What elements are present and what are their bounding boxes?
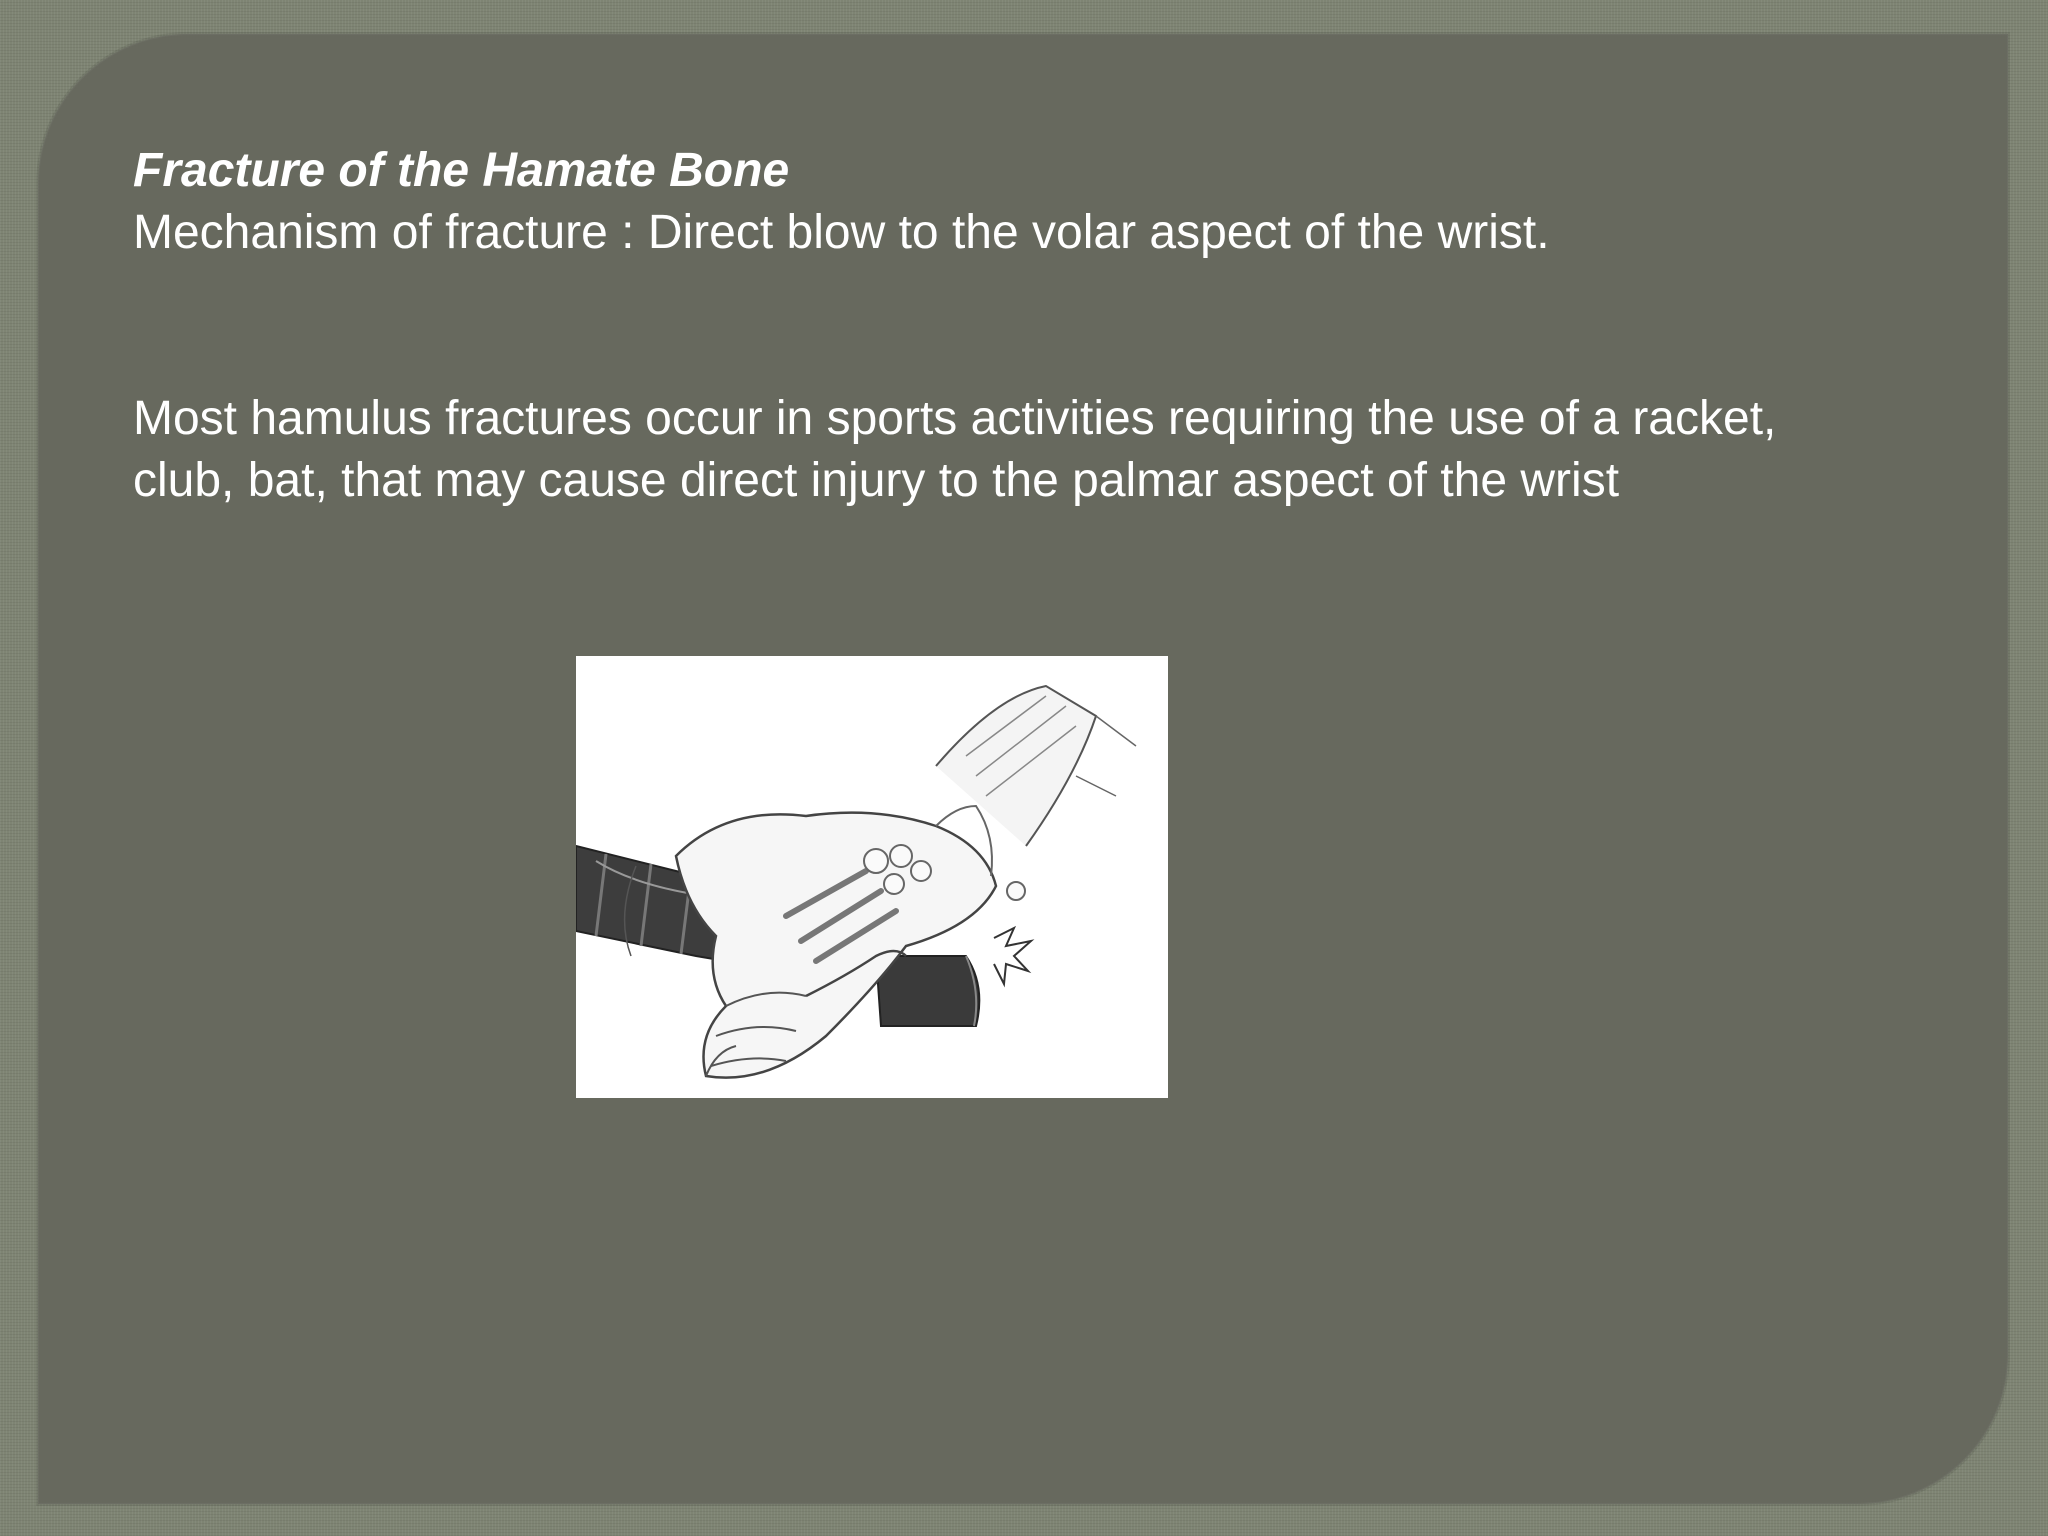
body-paragraph: Most hamulus fractures occur in sports activities requiring the use of a racket, club, bat, that may cause direct injury to the palmar aspect of the wrist: [133, 392, 1777, 507]
hand-gripping-bat-illustration: [576, 656, 1168, 1098]
slide-title: Fracture of the Hamate Bone: [133, 144, 790, 197]
slide-text-block: [133, 140, 1933, 512]
spacer: [133, 264, 1933, 388]
illustration-drawing: [576, 656, 1168, 1098]
mechanism-text: Mechanism of fracture : Direct blow to the volar aspect of the wrist.: [133, 206, 1550, 259]
